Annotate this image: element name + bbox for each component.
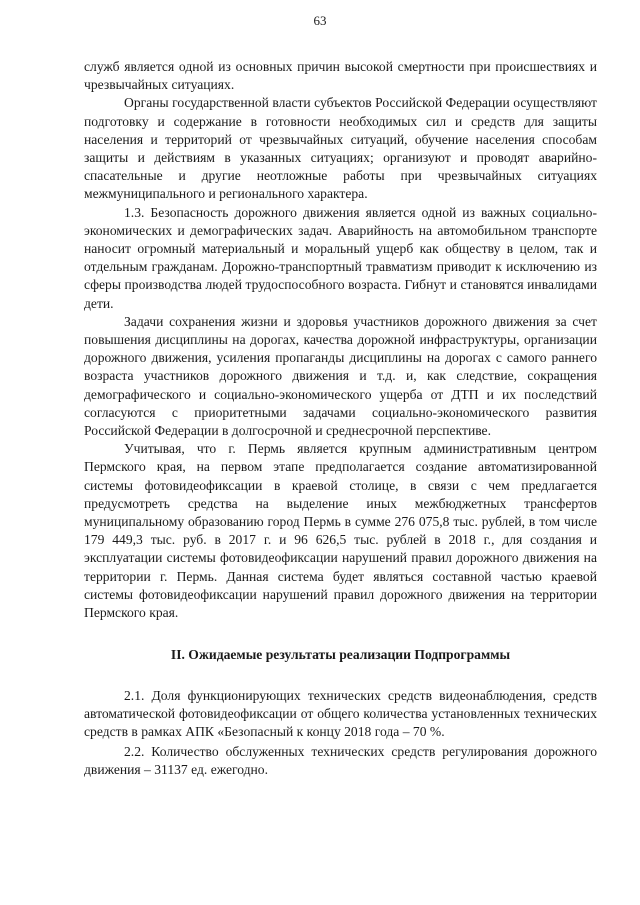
section-heading: II. Ожидаемые результаты реализации Подпрограммы (170, 647, 511, 663)
paragraph-4: Задачи сохранения жизни и здоровья участников дорожного движения за счет повышения дисциплины на дорогах, качества дорожной инфраструктуры, организации дорожного движения, усиления пропаганды дисциплины на дорогах с самого раннего возраста участников дорожного движения и т.д. и, как следствие, сокращения демографического и социально-экономического ущерба от ДТП и их последствий согласуются с приоритетными задачами социально-экономического развития Российской Федерации в долгосрочной и среднесрочной перспективе. (84, 313, 597, 439)
paragraph-1: служб является одной из основных причин высокой смертности при происшествиях и чрезвычайных ситуациях. (84, 59, 597, 93)
paragraph-2: Органы государственной власти субъектов Российской Федерации осуществляют подготовку и содержание в готовности необходимых сил и средств для защиты населения и территорий от чрезвычайных ситуаций, обучение населения способам защиты и действиям в указанных ситуациях; организуют и проводят аварийно-спасательные и другие неотложные работы при чрезвычайных ситуациях межмуниципального и регионального характера. (84, 95, 597, 202)
page-number: 63 (313, 13, 327, 28)
paragraph-5: Учитывая, что г. Пермь является крупным административным центром Пермского края, на первом этапе предполагается создание автоматизированной системы фотовидеофиксации в краевой столице, в связи с чем предлагается предусмотреть средства на выделение иных межбюджетных трансфертов муниципальному образованию город Пермь в сумме 276 075,8 тыс. рублей, в том числе 179 449,3 тыс. руб. в 2017 г. и 96 626,5 тыс. рублей в 2018 г., для создания и эксплуатации системы фотовидеофиксации нарушений правил дорожного движения на территории г. Пермь. Данная система будет являться составной частью краевой системы фотовидеофиксации нарушений правил дорожного движения на территории Пермского края. (84, 441, 597, 621)
result-item-2: 2.2. Количество обслуженных технических средств регулирования дорожного движения – 31137 ед. ежегодно. (84, 744, 597, 778)
document-body (84, 58, 597, 780)
paragraph-3: 1.3. Безопасность дорожного движения является одной из важных социально-экономических и демографических задач. Аварийность на автомобильном транспорте наносит огромный материальный и моральный ущерб как обществу в целом, так и отдельным гражданам. Дорожно-транспортный травматизм приводит к исключению из сферы производства людей трудоспособного возраста. Гибнут и становятся инвалидами дети. (84, 204, 597, 311)
result-item-1: 2.1. Доля функционирующих технических средств видеонаблюдения, средств автоматической фотовидеофиксации от общего количества установленных технических средств в рамках АПК «Безопасный к концу 2018 года – 70 %. (84, 687, 597, 739)
